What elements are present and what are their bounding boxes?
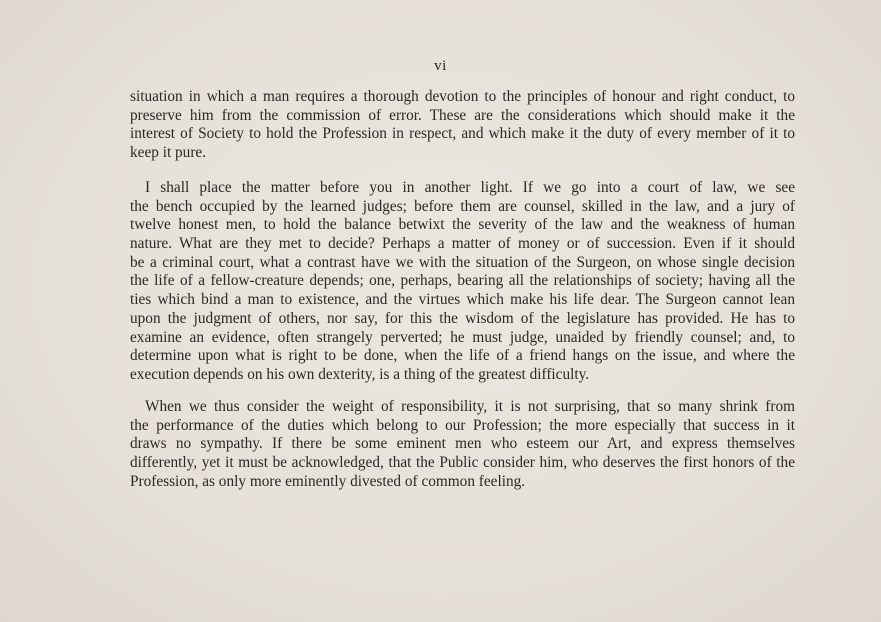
paragraph-1 [130, 88, 795, 163]
text-line: nature. What are they met to decide? Perhaps a matter of money or of succession. Even if it should [130, 235, 795, 253]
text-line: execution depends on his own dexterity, is a thing of the greatest difficulty. [130, 365, 590, 383]
text-line: the performance of the duties which belong to our Profession; the more especially that success in it [130, 416, 795, 434]
text-line: differently, yet it must be acknowledged, that the Public consider him, who deserves the first honors of the [130, 454, 795, 472]
text-line: keep it pure. [130, 144, 207, 162]
paragraph-2 [130, 179, 795, 385]
text-line: Profession, as only more eminently divested of common feeling. [130, 472, 526, 490]
text-line: twelve honest men, to hold the balance betwixt the severity of the law and the weakness of human [130, 216, 795, 234]
text-line: upon the judgment of others, nor say, for this the wisdom of the legislature has provided. He has to [130, 309, 795, 327]
text-line: examine an evidence, often strangely perverted; he must judge, unaided by friendly counsel; and, to [130, 328, 795, 346]
text-line: be a criminal court, what a contrast have we with the situation of the Surgeon, on whose single decision [130, 253, 795, 271]
text-line: determine upon what is right to be done, when the life of a friend hangs on the issue, and where the [130, 347, 795, 365]
text-line: situation in which a man requires a thorough devotion to the principles of honour and right conduct, to [130, 88, 795, 105]
text-line: draws no sympathy. If there be some eminent men who esteem our Art, and express themselves [130, 435, 795, 453]
text-line: interest of Society to hold the Profession in respect, and which make it the duty of every member of it to [130, 125, 795, 143]
text-line: When we thus consider the weight of responsibility, it is not surprising, that so many shrink from [145, 398, 795, 415]
page-number: vi [434, 58, 447, 74]
paragraph-3 [130, 398, 795, 491]
text-line: the bench occupied by the learned judges; before them are counsel, skilled in the law, and a jury of [130, 197, 795, 215]
text-line: preserve him from the commission of error. These are the considerations which should make it the [130, 106, 795, 124]
text-line: I shall place the matter before you in another light. If we go into a court of law, we see [145, 179, 795, 196]
text-line: the life of a fellow-creature depends; one, perhaps, bearing all the relationships of society; having all the [130, 272, 795, 290]
text-line: ties which bind a man to existence, and the virtues which make his life dear. The Surgeon cannot lean [130, 291, 795, 309]
